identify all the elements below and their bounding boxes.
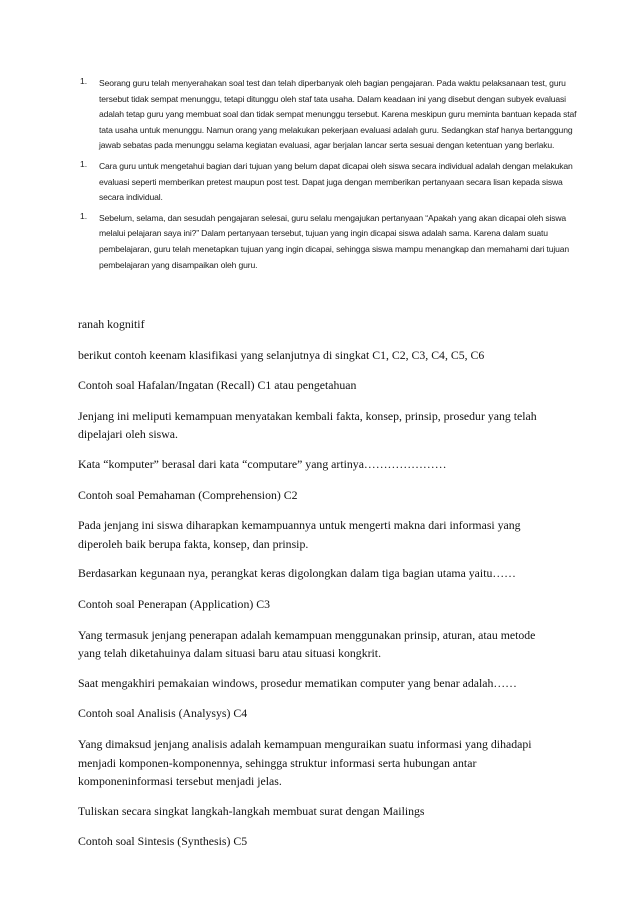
list-item: [78, 76, 578, 154]
list-item-number: 1.: [80, 158, 88, 169]
list-item-number: 1.: [80, 76, 88, 86]
question-text: Tuliskan secara singkat langkah-langkah membuat surat dengan Mailings: [78, 803, 425, 818]
body-text: [78, 315, 543, 863]
section-heading: ranah kognitif: [78, 317, 145, 331]
paragraph: Yang termasuk jenjang penerapan adalah kemampuan menggunakan prinsip, aturan, atau metode yang telah diketahuinya dalam situasi baru atau situasi kongkrit.: [78, 627, 536, 661]
paragraph: Pada jenjang ini siswa diharapkan kemampuannya untuk mengerti makna dari informasi yang diperoleh baik berupa fakta, konsep, dan prinsip.: [78, 518, 521, 551]
list-item-text: Cara guru untuk mengetahui bagian dari tujuan yang belum dapat dicapai oleh siswa secara individual adalah dengan melakukan evaluasi seperti memberikan pretest maupun post test. Dapat juga dengan memberikan pertanyaan secara lisan kepada siswa secara individual.: [99, 160, 573, 203]
question-text: Saat mengakhiri pemakaian windows, prosedur mematikan computer yang benar adalah……: [78, 675, 517, 690]
question-heading-c3: Contoh soal Penerapan (Application) C3: [78, 596, 270, 611]
list-item-text: Seorang guru telah menyerahakan soal test dan telah diperbanyak oleh bagian pengajaran. Pada waktu pelaksanaan test, guru tersebut tidak sempat menunggu, tetapi ditunggu oleh staf tata usaha. Dalam keadaan ini yang disebut dengan subyek evaluasi adalah tetap guru yang membuat soal dan tidak sempat menunggu tersebut. Karena meskipun guru meminta bantuan kepada staf tata usaha untuk menunggu. Namun orang yang melakukan pekerjaan evaluasi adalah guru. Sedangkan staf hanya bertanggung jawab sebatas pada menunggu selama kegiatan evaluasi, agar berjalan lancar serta sesuai dengan ketentuan yang berlaku.: [99, 78, 577, 151]
list-item-text: Sebelum, selama, dan sesudah pengajaran selesai, guru selalu mengajukan pertanyaan “Apakah yang akan dicapai oleh siswa melalui pelajaran saya ini?” Dalam pertanyaan tersebut, tujuan yang ingin dicapai siswa adalah sama. Karena dalam suatu pembelajaran, guru telah menetapkan tujuan yang ingin dicapai, sehingga siswa mampu menangkap dan memahami dari tujuan pembelajaran yang disampaikan oleh guru.: [99, 212, 570, 270]
paragraph: Jenjang ini meliputi kemampuan menyatakan kembali fakta, konsep, prinsip, prosedur yang telah dipelajari oleh siswa.: [78, 408, 537, 442]
question-text: Kata “komputer” berasal dari kata “computare” yang artinya…………………: [78, 456, 447, 471]
question-heading-c2: Contoh soal Pemahaman (Comprehension) C2: [78, 487, 298, 502]
question-heading-c5: Contoh soal Sintesis (Synthesis) C5: [78, 834, 248, 849]
list-item: [78, 211, 578, 273]
question-heading-c4: Contoh soal Analisis (Analysys) C4: [78, 706, 248, 721]
question-heading-c1: Contoh soal Hafalan/Ingatan (Recall) C1 atau pengetahuan: [78, 378, 357, 393]
question-text: Berdasarkan kegunaan nya, perangkat keras digolongkan dalam tiga bagian utama yaitu……: [78, 566, 516, 581]
paragraph: berikut contoh keenam klasifikasi yang selanjutnya di singkat C1, C2, C3, C4, C5, C6: [78, 347, 485, 362]
paragraph: Yang dimaksud jenjang analisis adalah kemampuan menguraikan suatu informasi yang dihadapi menjadi komponen-komponennya, sehingga struktur informasi serta hubungan antar komponeninformasi tersebut menjadi jelas.: [78, 736, 532, 789]
list-item: [78, 159, 578, 206]
numbered-list: [78, 76, 578, 278]
list-item-number: 1.: [80, 210, 88, 221]
